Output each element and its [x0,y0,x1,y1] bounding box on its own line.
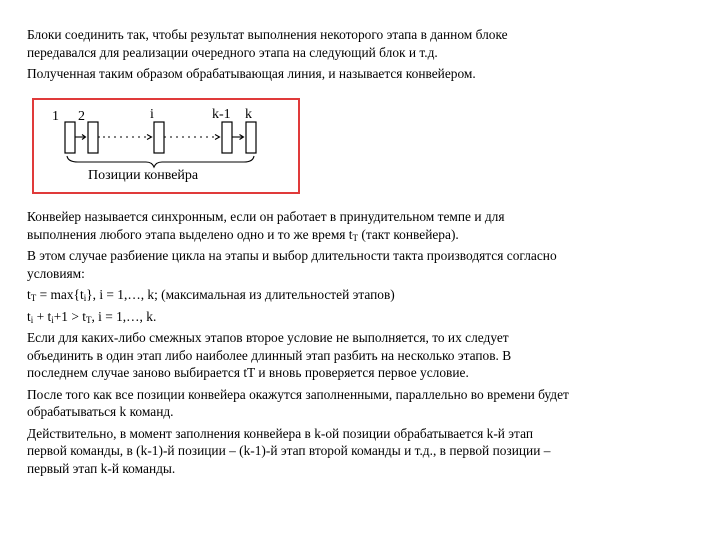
text-line: выполнения любого этапа выделено одно и то же время $t_T$ (такт конвейера). [27,226,459,243]
stage-block-k [246,122,256,153]
intro-paragraph [27,26,707,83]
stage-block-i [154,122,164,153]
stage-label: k-1 [212,107,231,122]
text-line: объединить в один этап либо наиболее длинный этап разбить на несколько этапов. В [27,347,512,363]
figure-caption: Позиции конвейра [88,168,199,183]
text-line: первый этап k-й команды. [27,460,176,476]
formula-line: $t_i + t_i+1 > t_T$, i = 1,…, k. [27,308,157,325]
formula-line: $t_T = \max\{t_i\}$, i = 1,…, k; (максимальная из длительностей этапов) [27,287,395,303]
stage-label: 1 [52,109,59,124]
text-line: Конвейер называется синхронным, если он работает в принудительном темпе и для [27,209,505,224]
text-line: Если для каких-либо смежных этапов второе условие не выполняется, то их следует [27,330,509,345]
text-line: Полученная таким образом обрабатывающая линия, и называется конвейером. [27,66,476,81]
text-line: первой команды, в (k-1)-й позиции – (k-1)-й этап второй команды и т.д., в первой позиции – [27,443,551,458]
stage-label: i [150,107,154,122]
stage-block-k-1 [222,122,232,153]
text-line: обрабатываться k команд. [27,404,174,419]
stage-label: 2 [78,109,85,124]
text-line: После того как все позиции конвейера окажутся заполненными, параллельно во времени будет [27,386,569,402]
text-line: Блоки соединить так, чтобы результат выполнения некоторого этапа в данном блоке [27,27,508,42]
brace [67,156,254,167]
text-line: В этом случае разбиение цикла на этапы и выбор длительности такта производятся согласно [27,248,557,263]
text-line: последнем случае заново выбирается tT и вновь проверяется первое условие. [27,365,469,380]
stage-block-2 [88,122,98,153]
stage-block-1 [65,122,75,153]
text-line: условиям: [27,265,85,281]
stage-arrows [75,135,244,140]
text-line: Действительно, в момент заполнения конвейера в k-ой позиции обрабатывается k-й этап [27,425,534,441]
text-line: передавался для реализации очередного этапа на следующий блок и т.д. [27,44,438,60]
body-text [27,208,707,477]
stage-label: k [245,107,252,122]
pipeline-figure [32,98,300,194]
